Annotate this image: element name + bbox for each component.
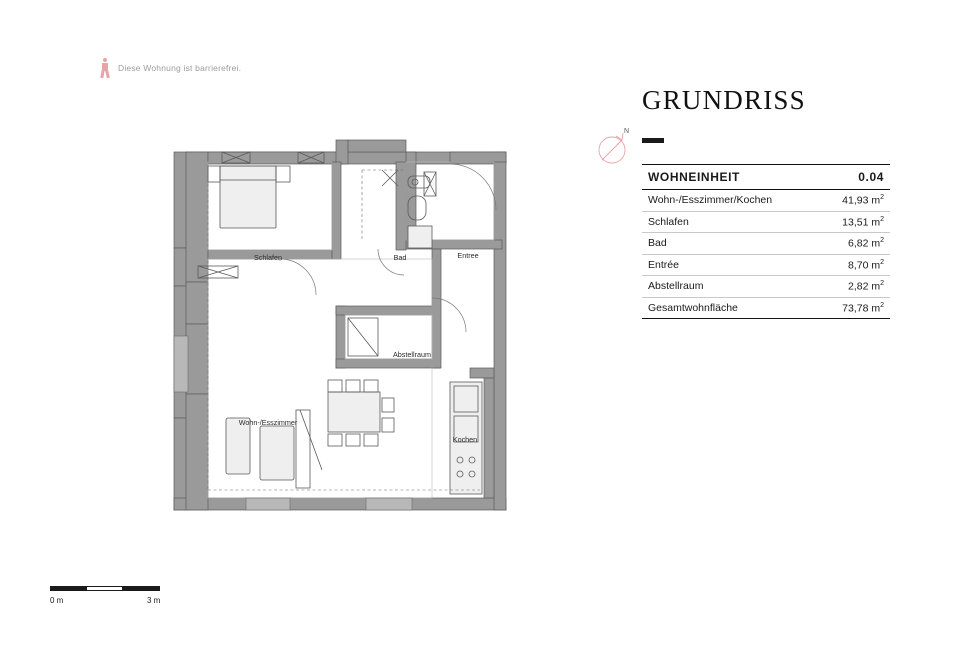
- table-row: [642, 190, 890, 212]
- table-row-total: [642, 297, 890, 319]
- table-header-row: [642, 165, 890, 190]
- room-area: 73,78 $m^2$: [820, 297, 890, 319]
- table-row: [642, 276, 890, 298]
- scale-start-label: 0 m: [50, 596, 64, 605]
- floor-plan: [150, 130, 570, 550]
- room-area: 8,70 $m^2$: [820, 254, 890, 276]
- room-name: Bad: [642, 233, 820, 255]
- scale-end-label: 3 m: [147, 596, 161, 605]
- info-panel: [590, 85, 890, 314]
- room-label-kochen: Kochen: [452, 435, 478, 444]
- scale-bar-graphic: [50, 586, 160, 591]
- unit-number: 0.04: [820, 165, 890, 190]
- room-label-abstellraum: Abstellraum: [393, 350, 431, 359]
- room-name: Entrée: [642, 254, 820, 276]
- room-area: 6,82 $m^2$: [820, 233, 890, 255]
- table-row: [642, 233, 890, 255]
- compass-north-label: N: [624, 128, 630, 135]
- table-row: [642, 211, 890, 233]
- accessibility-note: [100, 58, 241, 78]
- room-area: 13,51 $m^2$: [820, 211, 890, 233]
- table-header-label: WOHNEINHEIT: [642, 165, 820, 190]
- table-row: [642, 254, 890, 276]
- room-name: Schlafen: [642, 211, 820, 233]
- title-rule: [642, 138, 664, 143]
- room-area: 2,82 $m^2$: [820, 276, 890, 298]
- page-title: GRUNDRISS: [642, 85, 806, 115]
- unit-area-table: [642, 164, 890, 319]
- room-name: Wohn-/Esszimmer/Kochen: [642, 190, 820, 212]
- scale-bar: [50, 586, 170, 608]
- room-name: Abstellraum: [642, 276, 820, 298]
- person-pictogram-icon: [100, 58, 111, 78]
- room-label-bad: Bad: [393, 253, 407, 262]
- accessibility-note-text: Diese Wohnung ist barrierefrei.: [118, 63, 242, 73]
- room-label-wohn-esszimmer: Wohn-/Esszimmer: [238, 418, 298, 427]
- compass-icon: [590, 124, 636, 170]
- room-name: Gesamtwohnfläche: [642, 297, 820, 319]
- room-label-entree: Entree: [457, 251, 479, 260]
- room-label-schlafen: Schlafen: [254, 253, 282, 262]
- room-area: 41,93 $m^2$: [820, 190, 890, 212]
